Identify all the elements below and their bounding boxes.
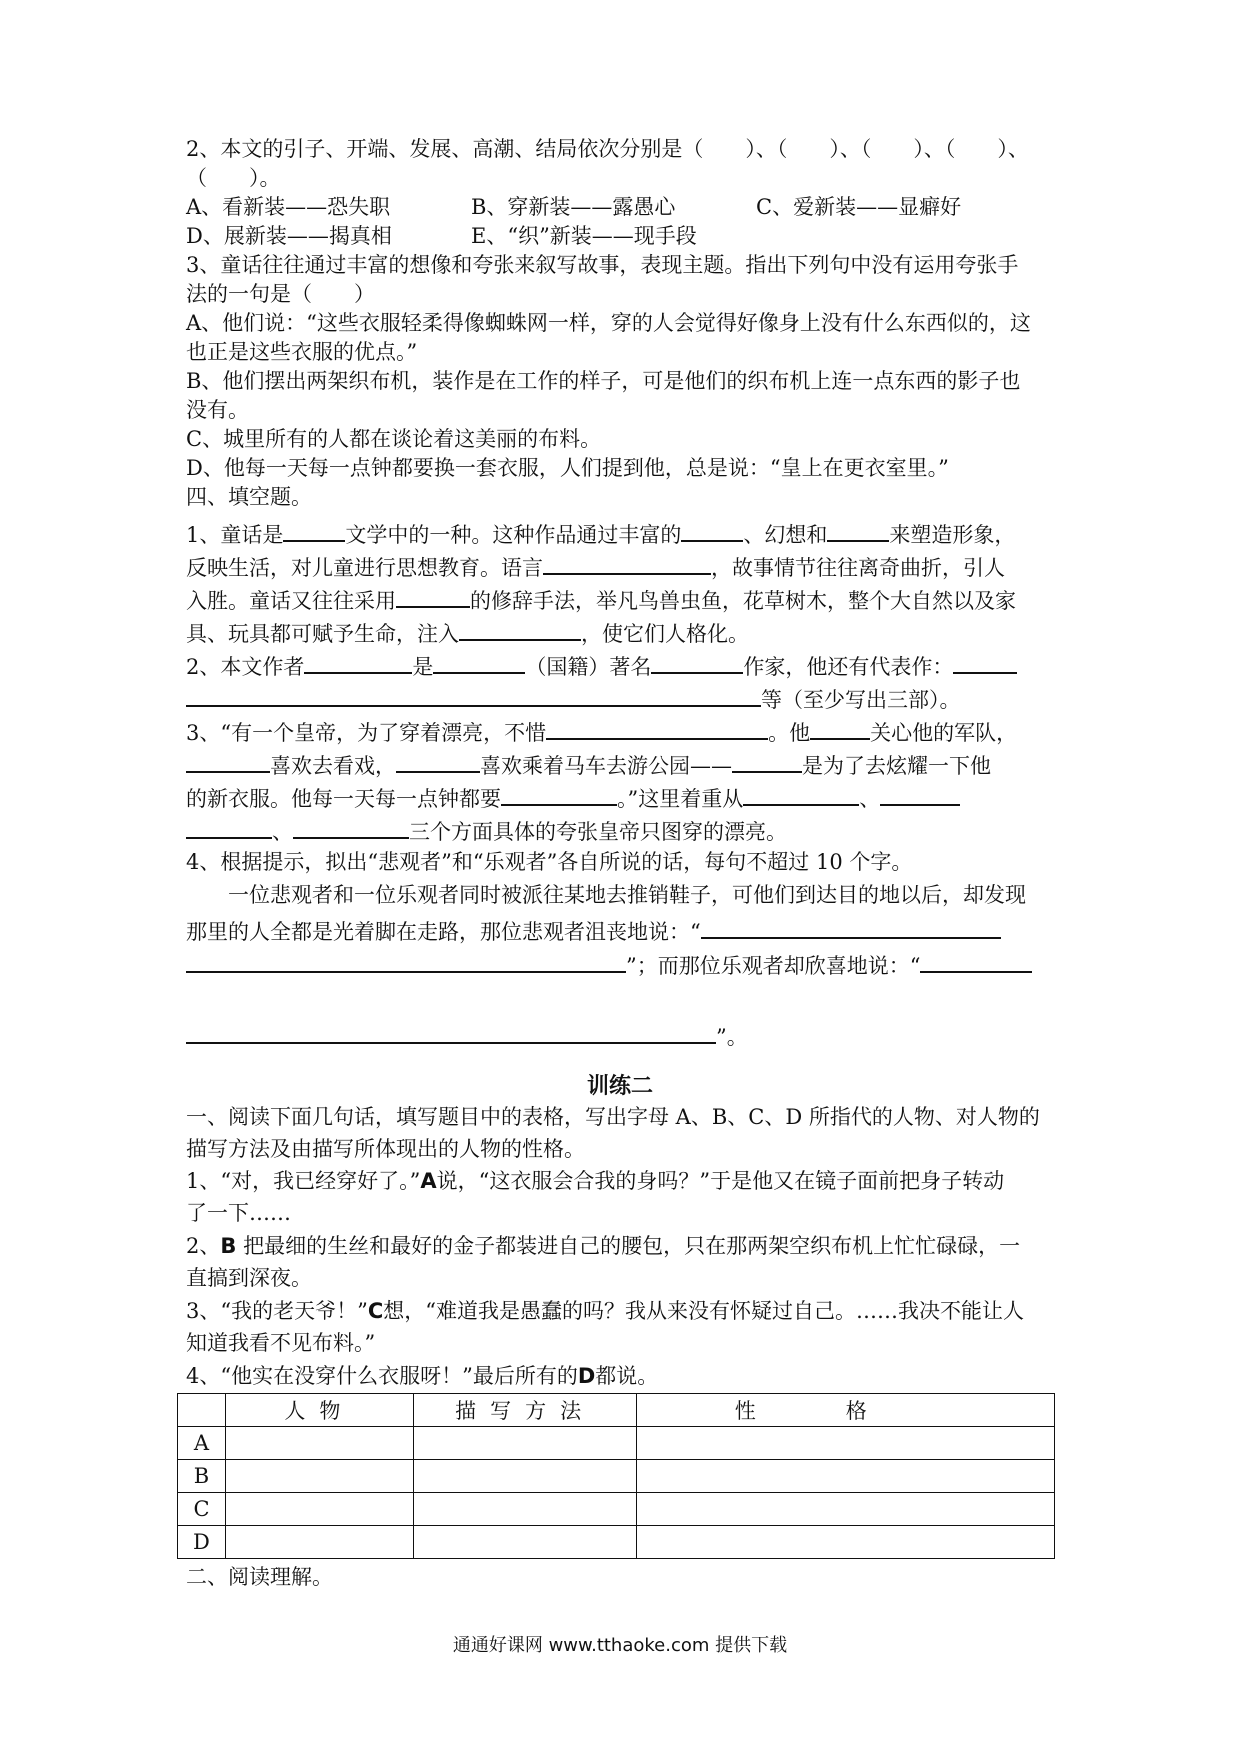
character-table <box>177 1393 1055 1559</box>
fill4-text5: ”。 <box>716 1025 748 1049</box>
fill4-blank-optimist1[interactable] <box>920 947 1032 973</box>
training2-intro-line2: 描写方法及由描写所体现出的人物的性格。 <box>186 1137 585 1161</box>
item2-letter: B <box>220 1234 237 1258</box>
training2-intro-line1: 一、阅读下面几句话，填写题目中的表格，写出字母 A、B、C、D 所指代的人物、对人物的 <box>186 1105 1040 1129</box>
fill2-blank-works2[interactable] <box>186 681 761 707</box>
fill4-text3: 那里的人全都是光着脚在走路，那位悲观者沮丧地说：“ <box>186 920 701 944</box>
footer-source: 通通好课网 www.tthaoke.com 提供下载 <box>452 1635 788 1656</box>
fill2-blank-genre[interactable] <box>651 648 743 674</box>
fill4-blank-optimist2[interactable] <box>186 1018 716 1044</box>
fill2-blank-author[interactable] <box>304 648 412 674</box>
table-cell[interactable] <box>637 1526 1055 1559</box>
fill3-blank2[interactable] <box>810 714 870 740</box>
fill3-blank9[interactable] <box>186 813 272 839</box>
fill1-text9: 具、玩具都可赋予生命，注入 <box>186 622 459 646</box>
fill3-text6: 是为了去炫耀一下他 <box>802 754 991 778</box>
q3-option-c: C、城里所有的人都在谈论着这美丽的布料。 <box>186 427 602 451</box>
q3-line1: 3、童话往往通过丰富的想像和夸张来叙写故事，表现主题。指出下列句中没有运用夸张手 <box>186 253 1019 277</box>
fill3-blank10[interactable] <box>293 813 409 839</box>
fill3-line4 <box>186 813 1056 847</box>
fill2-blank-works1[interactable] <box>953 648 1017 674</box>
table-cell[interactable] <box>637 1460 1055 1493</box>
item4-letter: D <box>577 1364 596 1388</box>
q2-line1: 2、本文的引子、开端、发展、高潮、结局依次分别是（ ）、（ ）、（ ）、（ ）、 <box>186 137 1029 161</box>
table-cell[interactable] <box>413 1427 637 1460</box>
fill3-blank4[interactable] <box>396 747 480 773</box>
table-cell[interactable] <box>413 1460 637 1493</box>
table-row-label: C <box>178 1493 226 1526</box>
fill4-blank-pessimist1[interactable] <box>701 913 1001 939</box>
table-cell[interactable] <box>413 1493 637 1526</box>
item4-text2: 都说。 <box>595 1364 659 1388</box>
table-cell[interactable] <box>225 1493 413 1526</box>
item3-letter: C <box>367 1299 384 1323</box>
fill3-text1: 3、“有一个皇帝，为了穿着漂亮，不惜 <box>186 721 547 745</box>
training2-title: 训练二 <box>586 1074 653 1099</box>
fill4-text4: ”；而那位乐观者却欣喜地说：“ <box>626 954 921 978</box>
fill3-blank1[interactable] <box>546 714 768 740</box>
table-cell[interactable] <box>413 1526 637 1559</box>
item1-text2: 说，“这衣服会合我的身吗？”于是他又在镜子面前把身子转动 <box>436 1169 1005 1193</box>
fill4-line2: 一位悲观者和一位乐观者同时被派往某地去推销鞋子，可他们到达目的地以后，却发现 <box>228 883 1026 907</box>
fill3-blank7[interactable] <box>743 780 859 806</box>
fill4-line3 <box>186 913 1056 947</box>
table-header-person: 人物 <box>225 1394 413 1427</box>
item2-line2: 直搞到深夜。 <box>186 1266 312 1290</box>
fill3-text4: 喜欢去看戏， <box>270 754 396 778</box>
table-row <box>178 1493 1055 1526</box>
item1-letter: A <box>420 1169 437 1193</box>
q3-option-a-line2: 也正是这些衣服的优点。” <box>186 340 418 364</box>
fill3-line2 <box>186 747 1056 781</box>
table-row <box>178 1526 1055 1559</box>
fill2-line2 <box>186 681 1056 715</box>
fill4-line5 <box>186 1018 1056 1052</box>
fill4-line4 <box>186 947 1056 981</box>
fill4-line1: 4、根据提示，拟出“悲观者”和“乐观者”各自所说的话，每句不超过 10 个字。 <box>186 850 913 874</box>
q2-option-b: B、穿新装——露愚心 <box>471 195 676 219</box>
item3-text: 3、“我的老天爷！” <box>186 1299 368 1323</box>
fill2-text3: （国籍）著名 <box>525 655 652 679</box>
q3-option-b-line1: B、他们摆出两架织布机，装作是在工作的样子，可是他们的织布机上连一点东西的影子也 <box>186 369 1021 393</box>
fill2-text1: 2、本文作者 <box>186 655 305 679</box>
item1-text: 1、“对，我已经穿好了。” <box>186 1169 421 1193</box>
q3-line2: 法的一句是（ ） <box>186 282 375 306</box>
table-cell[interactable] <box>225 1526 413 1559</box>
fill3-line3 <box>186 780 1056 814</box>
fill1-line4 <box>186 615 1056 649</box>
fill3-blank3[interactable] <box>186 747 270 773</box>
fill1-text8: 的修辞手法，举凡鸟兽虫鱼，花草树木，整个大自然以及家 <box>470 589 1016 613</box>
q3-option-d: D、他每一天每一点钟都要换一套衣服，人们提到他，总是说：“皇上在更衣室里。” <box>186 456 949 480</box>
item1-line2: 了一下…… <box>186 1201 291 1225</box>
item2-text: 把最细的生丝和最好的金子都装进自己的腰包，只在那两架空织布机上忙忙碌碌，一 <box>243 1234 1021 1258</box>
fill1-text10: ，使它们人格化。 <box>581 622 749 646</box>
table-header-method: 描写方法 <box>413 1394 637 1427</box>
table-header-corner <box>178 1394 226 1427</box>
table-header-row <box>178 1394 1055 1427</box>
q2-line2: （ ）。 <box>186 166 281 190</box>
q2-option-c: C、爱新装——显癖好 <box>756 195 962 219</box>
fill3-line1 <box>186 714 1056 748</box>
fill3-text11: 三个方面具体的夸张皇帝只图穿的漂亮。 <box>409 820 787 844</box>
fill3-blank6[interactable] <box>501 780 617 806</box>
fill3-text3: 关心他的军队， <box>870 721 1018 745</box>
item2-num: 2、 <box>186 1234 221 1258</box>
fill2-text4: 作家，他还有代表作： <box>743 655 954 679</box>
fill1-text7: 入胜。童话又往往采用 <box>186 589 396 613</box>
fill3-text10: 、 <box>272 820 293 844</box>
table-row-label: B <box>178 1460 226 1493</box>
fill1-text6: ，故事情节往往离奇曲折，引人 <box>711 556 1005 580</box>
item3-line2: 知道我看不见布料。” <box>186 1331 376 1355</box>
q2-option-d: D、展新装——揭真相 <box>186 224 392 248</box>
item4-text: 4、“他实在没穿什么衣服呀！”最后所有的 <box>186 1364 578 1388</box>
q2-option-e: E、“织”新装——现手段 <box>471 224 697 248</box>
item1-line1 <box>186 1166 1056 1196</box>
table-header-character: 性格 <box>637 1394 1055 1427</box>
fill1-line2 <box>186 549 1056 583</box>
item4-line1 <box>186 1361 1056 1391</box>
fill3-blank8[interactable] <box>880 780 960 806</box>
fill1-blank3[interactable] <box>827 516 889 542</box>
fill3-text9: 、 <box>859 787 881 811</box>
table-row <box>178 1460 1055 1493</box>
fill3-text8: 。”这里着重从 <box>617 787 744 811</box>
fill3-blank5[interactable] <box>732 747 802 773</box>
item2-line1 <box>186 1231 1056 1261</box>
table-row-label: D <box>178 1526 226 1559</box>
fill1-blank1[interactable] <box>283 516 345 542</box>
section4-heading: 四、填空题。 <box>186 485 312 509</box>
table-row <box>178 1427 1055 1460</box>
table-row-label: A <box>178 1427 226 1460</box>
fill1-blank4[interactable] <box>543 549 711 575</box>
fill3-text2: 。他 <box>768 721 811 745</box>
fill1-line3 <box>186 582 1056 616</box>
fill4-blank-pessimist2[interactable] <box>186 947 626 973</box>
fill1-text3: 、幻想和 <box>743 523 828 547</box>
item3-text2: 想，“难道我是愚蠢的吗？我从来没有怀疑过自己。……我决不能让人 <box>383 1299 1024 1323</box>
fill1-blank6[interactable] <box>459 615 581 641</box>
fill3-text7: 的新衣服。他每一天每一点钟都要 <box>186 787 501 811</box>
fill2-text5: 等（至少写出三部）。 <box>761 688 961 712</box>
fill2-blank-nationality[interactable] <box>433 648 525 674</box>
fill1-blank2[interactable] <box>681 516 743 542</box>
fill1-text4: 来塑造形象， <box>889 523 1016 547</box>
q3-option-b-line2: 没有。 <box>186 398 249 422</box>
q3-option-a-line1: A、他们说：“这些衣服轻柔得像蜘蛛网一样，穿的人会觉得好像身上没有什么东西似的，这 <box>186 311 1031 335</box>
fill1-line1 <box>186 516 1056 550</box>
fill1-text5: 反映生活，对儿童进行思想教育。语言 <box>186 556 543 580</box>
fill1-text1: 1、童话是 <box>186 523 284 547</box>
fill3-text5: 喜欢乘着马车去游公园—— <box>480 754 732 778</box>
fill2-text2: 是 <box>412 655 434 679</box>
q2-option-a: A、看新装——恐失职 <box>186 195 391 219</box>
fill1-text2: 文学中的一种。这种作品通过丰富的 <box>345 523 682 547</box>
part2-heading: 二、阅读理解。 <box>186 1565 333 1589</box>
table-cell[interactable] <box>637 1427 1055 1460</box>
table-cell[interactable] <box>637 1493 1055 1526</box>
fill2-line1 <box>186 648 1056 682</box>
item3-line1 <box>186 1296 1056 1326</box>
fill1-blank5[interactable] <box>396 582 470 608</box>
table-cell[interactable] <box>225 1460 413 1493</box>
table-cell[interactable] <box>225 1427 413 1460</box>
